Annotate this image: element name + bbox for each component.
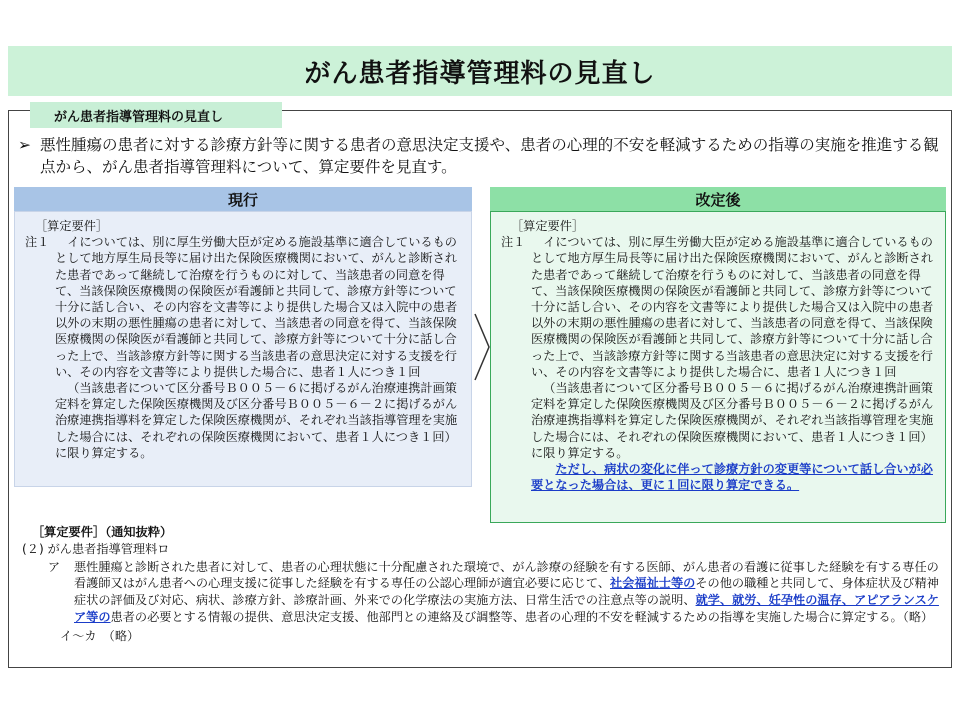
item-a-highlight1: 社会福祉士等の: [610, 576, 696, 591]
arrow-bullet-icon: ➢: [18, 136, 31, 154]
item-a-highlight2: 就学、就労、妊孕性の温存、アピアランスケア等の: [74, 593, 939, 624]
current-para2: （当該患者について区分番号Ｂ００５－６に掲げるがん治療連携計画策定料を算定した保険医療機関及び区分番号Ｂ００５－６－２に掲げるがん治療連携指導料を算定した保険医療機関が、それぞれ当該指導管理を実施した場合には、それぞれの保険医療機関において、患者１人につき１回）に限り算定する。: [55, 381, 458, 460]
revised-note-num: 注１: [501, 235, 526, 250]
notice-rest: イ～カ （略）: [60, 628, 140, 643]
notice-item-a: [22, 559, 942, 626]
item-a-part1: 悪性腫瘍と診断された患者に対して、患者の心理状態に十分配慮された環境で、がん診療の経験を有する医師、がん患者の看護に従事した経験を有する専任の看護師又はがん患者への心理支援に従事した経験を有する専任の公認心理師が適宜必要に応じて、: [74, 559, 939, 591]
revised-note: [501, 234, 937, 493]
current-para1: イについては、別に厚生労働大臣が定める施設基準に適合しているものとして地方厚生局長等に届け出た保険医療機関において、がんと診断された患者であって継続して治療を行うものに対して、当該患者の同意を得て、当該保険医療機関の保険医が看護師と共同して、診療方針等について十分に話し合い、その内容を文書等により提供した場合又は入院中の患者以外の末期の悪性腫瘍の患者に対して、当該患者の同意を得て、当該保険医療機関の保険医が看護師と共同して、診療方針等について十分に話し合った上で、当該診療方針等に関する当該患者の意思決定に対する支援を行い、その内容を文書等により提供した場合に、患者１人につき１回: [55, 235, 458, 379]
section-tab: がん患者指導管理料の見直し: [30, 102, 282, 128]
current-req-label: ［算定要件］: [35, 219, 109, 233]
current-header: 現行: [14, 187, 472, 211]
notice-excerpt: [22, 524, 942, 645]
revised-req-label: ［算定要件］: [511, 219, 585, 233]
item-a-body: [74, 559, 942, 626]
intro-text: 悪性腫瘍の患者に対する診療方針等に関する患者の意思決定支援や、患者の心理的不安を軽減するための指導の実施を推進する観点から、がん患者指導管理料について、算定要件を見直す。: [40, 136, 939, 176]
notice-label: ［算定要件］（通知抜粋）: [32, 525, 173, 539]
item-a-mark: ア: [47, 559, 60, 574]
title-bar: [8, 46, 952, 96]
revised-para1: イについては、別に厚生労働大臣が定める施設基準に適合しているものとして地方厚生局長等に届け出た保険医療機関において、がんと診断された患者であって継続して治療を行うものに対して、当該患者の同意を得て、当該保険医療機関の保険医が看護師と共同して、診療方針等について十分に話し合い、その内容を文書等により提供した場合又は入院中の患者以外の末期の悪性腫瘍の患者に対して、当該患者の同意を得て、当該保険医療機関の保険医が看護師と共同して、診療方針等について十分に話し合った上で、当該診療方針等に関する当該患者の意思決定に対する支援を行い、その内容を文書等により提供した場合に、患者１人につき１回: [531, 235, 934, 379]
intro-paragraph: [18, 134, 946, 178]
chevron-right-icon: [473, 312, 491, 382]
current-box: [14, 211, 472, 487]
item-a-part3: 患者の必要とする情報の提供、意思決定支援、他部門との連絡及び調整等、患者の心理的不安を軽減するための指導を実施した場合に算定する。（略）: [110, 609, 934, 624]
item-a-part2: その他の職種と共同して、身体症状及び精神症状の評価及び対応、病状、診療方針、診療計画、外来での化学療法の実施方法、日常生活での注意点等の説明、: [74, 576, 939, 608]
revised-header: 改定後: [490, 187, 946, 211]
revised-para2: （当該患者について区分番号Ｂ００５－６に掲げるがん治療連携計画策定料を算定した保険医療機関及び区分番号Ｂ００５－６－２に掲げるがん治療連携指導料を算定した保険医療機関が、それぞれ当該指導管理を実施した場合には、それぞれの保険医療機関において、患者１人につき１回）に限り算定する。: [531, 381, 934, 460]
notice-item-title: (２) がん患者指導管理料ロ: [22, 541, 170, 556]
revised-box: [490, 211, 946, 523]
current-note-num: 注１: [25, 235, 50, 250]
current-note: [25, 234, 463, 461]
revised-added-text: ただし、病状の変化に伴って診療方針の変更等について話し合いが必要となった場合は、更に１回に限り算定できる。: [531, 462, 933, 493]
page-title: がん患者指導管理料の見直し: [304, 58, 656, 89]
